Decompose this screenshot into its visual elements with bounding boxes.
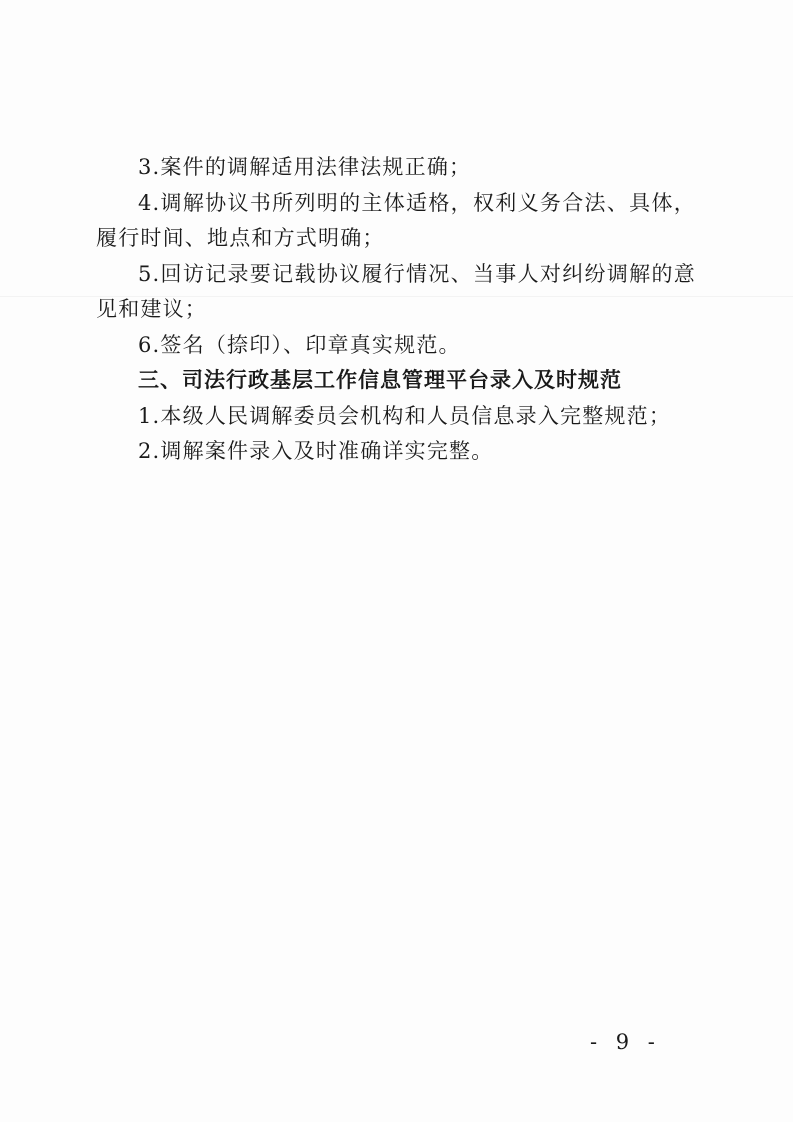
document-body xyxy=(96,150,696,470)
criterion-item-4: 4.调解协议书所列明的主体适格，权利义务合法、具体，履行时间、地点和方式明确； xyxy=(96,190,696,250)
page-number: - 9 - xyxy=(590,1030,661,1054)
section-heading-3: 三、司法行政基层工作信息管理平台录入及时规范 xyxy=(138,368,622,392)
platform-item-2: 2.调解案件录入及时准确详实完整。 xyxy=(138,439,494,463)
criterion-item-5: 5.回访记录要记载协议履行情况、当事人对纠纷调解的意见和建议； xyxy=(96,261,696,321)
criterion-item-3: 3.案件的调解适用法律法规正确； xyxy=(138,155,472,179)
criterion-item-6: 6.签名（捺印）、印章真实规范。 xyxy=(138,332,461,357)
platform-item-1: 1.本级人民调解委员会机构和人员信息录入完整规范； xyxy=(138,403,672,428)
